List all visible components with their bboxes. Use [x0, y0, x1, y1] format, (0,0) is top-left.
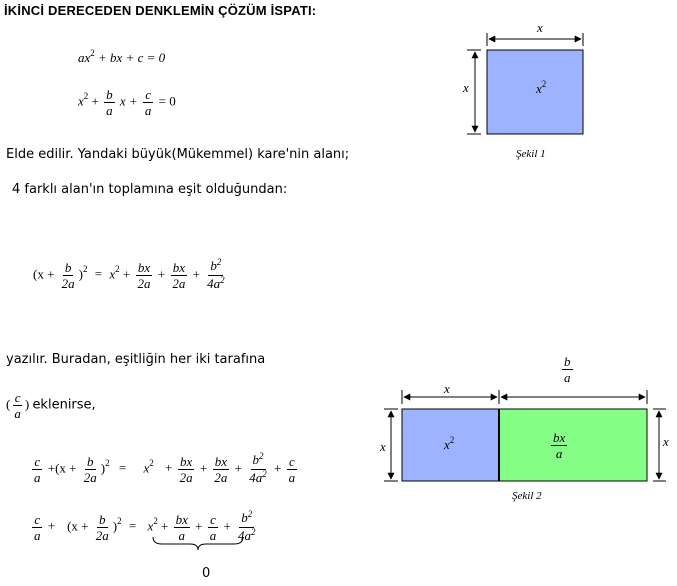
eq4-bx1: bx: [179, 454, 193, 469]
eq2-frac-num: b: [106, 87, 113, 102]
eq4-open: (x +: [55, 460, 77, 476]
eq4-4a: 4a: [249, 470, 263, 485]
eq5-frac-c-a: [32, 512, 43, 543]
eq4-frac-c-a-2: [287, 454, 298, 485]
text-elde-edilir: Elde edilir. Yandaki büyük(Mükemmel) kare'nin alanı;: [6, 147, 350, 162]
eq5-c: c: [34, 512, 41, 527]
eq2-frac-b-a: [104, 87, 115, 118]
eq2-frac-c-a: [143, 87, 154, 118]
eq3-plus1: +: [122, 266, 131, 282]
equation-square-expansion: [33, 258, 229, 293]
frac-a: a: [14, 406, 21, 421]
eq5-a: a: [34, 528, 41, 543]
eq4-b2-exp: 2: [259, 451, 264, 461]
eq4-plus3: +: [234, 460, 243, 476]
equation-normalized: [78, 87, 176, 118]
eq4-frac-bx-2a-1: [178, 454, 195, 485]
equation-grouped: $\frac{c}{a}$ + (x + $\frac{b}{2a}$ )$^2 = x^2$ + $\frac{bx}{a}$ + $\frac{c}{a}$ + $\frac{b^2}{4a^2}$: [34, 509, 256, 543]
eq5-plus0: +: [47, 518, 56, 534]
eq2-exp: 2: [83, 91, 89, 102]
eq3-x: x: [109, 266, 116, 282]
eq3-equals: =: [94, 266, 103, 282]
figure-1-square: [455, 18, 595, 168]
fig2-right-label: x: [663, 434, 669, 449]
eq4-plus0: +: [47, 460, 56, 476]
eq5-b: b: [99, 512, 106, 527]
eq3-b2: b: [210, 258, 217, 273]
text-dort-farkli-alan: 4 farklı alan'ın toplamına eşit olduğundan:: [12, 182, 288, 197]
eq4-2a1: 2a: [179, 470, 193, 485]
eq4-x: x: [143, 460, 150, 476]
page-title: İKİNCİ DERECEDEN DENKLEMİN ÇÖZÜM İSPATI:: [4, 3, 317, 18]
fig2-inside-exp: 2: [449, 435, 455, 445]
eq3-2a2: 2a: [172, 276, 186, 291]
eq5-bx: bx: [175, 512, 188, 527]
fig1-left-label: x: [463, 80, 469, 95]
eq5-c2: c: [210, 512, 216, 527]
eq4-a: a: [34, 470, 41, 485]
fig1-top-label: x: [537, 20, 543, 35]
fig2-frac-bx-a: [551, 430, 567, 461]
frac-c: c: [14, 390, 21, 405]
eq4-exp: 2: [105, 458, 110, 469]
fig2-bx-a: a: [555, 446, 563, 461]
eq4-c: c: [34, 454, 41, 469]
eq3-2a1: 2a: [137, 276, 151, 291]
fig2-b: b: [564, 354, 571, 369]
eq5-equals: =: [128, 518, 137, 534]
fig2-rectangle-area: [499, 409, 647, 481]
eq3-4a: 4a: [207, 276, 221, 291]
eq4-bx2: bx: [214, 454, 228, 469]
eq2-x: x: [78, 93, 84, 109]
eq3-plus2: +: [157, 266, 166, 282]
fig2-top-right-label: [560, 354, 575, 385]
eq1-exp: 2: [90, 48, 95, 58]
text-yazilir: yazılır. Buradan, eşitliğin her iki tarafına: [6, 352, 266, 367]
eq3-close: ): [78, 266, 84, 282]
eq4-c2: c: [288, 454, 295, 469]
fig1-inside-exp: 2: [541, 79, 547, 89]
eq1-ax: ax: [78, 50, 91, 65]
eq5-b2-exp: 2: [247, 509, 253, 519]
text-c-a-eklenirse: ( $\frac{c}{a}$ ) eklenirse,: [6, 390, 96, 421]
eq3-exp: 2: [83, 264, 88, 275]
eq5-a2: a: [209, 528, 217, 543]
fig2-a: a: [564, 370, 571, 385]
eq3-num: b: [64, 260, 72, 275]
eq3-plus3: +: [192, 266, 200, 282]
eq2-frac2-den: a: [144, 103, 152, 118]
fig2-frac-b-a: [562, 354, 573, 385]
eq4-frac-b2-4a2: [247, 452, 269, 487]
eq2-frac2-num: c: [145, 87, 152, 102]
eq3-frac-bx-2a-2: [170, 260, 187, 291]
eq5-x-exp: 2: [153, 516, 158, 527]
eq3-frac-b-2a: [60, 260, 77, 291]
eq5-plus1: +: [160, 518, 169, 534]
eq3-den: 2a: [61, 276, 75, 291]
eq4-b2: b: [252, 452, 260, 467]
eq2-frac-den: a: [106, 103, 113, 118]
fig1-inside-label: [536, 81, 546, 97]
equation-standard-form: [78, 50, 165, 66]
eq3-x-exp: 2: [115, 264, 120, 275]
eq4-2a2: 2a: [214, 470, 228, 485]
figure-2-rectangle: [370, 378, 676, 490]
fig1-caption: Şekil 1: [516, 148, 546, 160]
eq4-frac-bx-2a-2: [212, 454, 229, 485]
eq1-rest: + bx + c = 0: [98, 50, 166, 65]
eq3-frac-bx-2a-1: [135, 260, 152, 291]
fig1-square-area: [487, 50, 583, 134]
eq3-bx2: bx: [172, 260, 185, 275]
eq3-4a-exp: 2: [220, 275, 225, 285]
eq5-plus2: +: [195, 518, 203, 534]
eq4-4a-exp: 2: [262, 469, 267, 479]
frac-c-a: [12, 390, 23, 421]
fig2-inside-left-label: [444, 437, 454, 453]
eq3-bx1: bx: [137, 260, 151, 275]
eq5-2a: 2a: [95, 528, 109, 543]
eq5-4a-exp: 2: [251, 527, 256, 537]
text-eklenirse: eklenirse,: [32, 397, 96, 413]
eq4-b: b: [87, 454, 94, 469]
fig2-inside-x: x: [444, 437, 450, 452]
eq5-open: (x +: [67, 518, 89, 534]
eq3-frac-b2-4a2: [205, 258, 227, 293]
underbrace: [150, 536, 246, 552]
eq4-frac-c-a: [32, 454, 43, 485]
eq3-b2-exp: 2: [216, 257, 222, 267]
eq4-2a: 2a: [83, 470, 97, 485]
zero-label: 0: [202, 566, 211, 581]
equation-add-c-a: $\frac{c}{a}$ +(x + $\frac{b}{2a}$ )$^2 = x^2$ + $\frac{bx}{2a}$ + $\frac{bx}{2a}$ + $\frac{b^2}{4a^2}$ + $\frac{c}{a}$: [34, 451, 296, 485]
fig2-caption: Şekil 2: [512, 490, 542, 502]
fig2-bx: bx: [553, 430, 566, 445]
eq2-equals: = 0: [158, 93, 176, 109]
eq5-frac-b-2a: [94, 512, 111, 543]
eq5-exp: 2: [117, 516, 122, 527]
eq2-plus: +: [91, 93, 99, 109]
eq5-x: x: [147, 518, 154, 534]
eq4-x-exp: 2: [149, 458, 154, 469]
eq5-b2: b: [241, 510, 248, 525]
fig2-top-left-label: x: [444, 381, 450, 396]
fig2-left-label: x: [380, 439, 386, 454]
fig1-inside-x: x: [536, 81, 542, 96]
eq4-plus4: +: [274, 460, 282, 476]
eq5-a1: a: [178, 528, 185, 543]
eq3-open: (x +: [33, 266, 55, 282]
fig2-inside-right-label: [549, 430, 569, 461]
eq4-plus1: +: [164, 460, 173, 476]
eq5-plus3: +: [223, 518, 231, 534]
eq4-frac-b-2a: [82, 454, 99, 485]
eq4-a2: a: [288, 470, 296, 485]
eq5-4a: 4a: [238, 528, 252, 543]
eq2-x-plus: x +: [119, 93, 138, 109]
eq4-plus2: +: [199, 460, 208, 476]
eq4-equals: =: [118, 460, 127, 476]
